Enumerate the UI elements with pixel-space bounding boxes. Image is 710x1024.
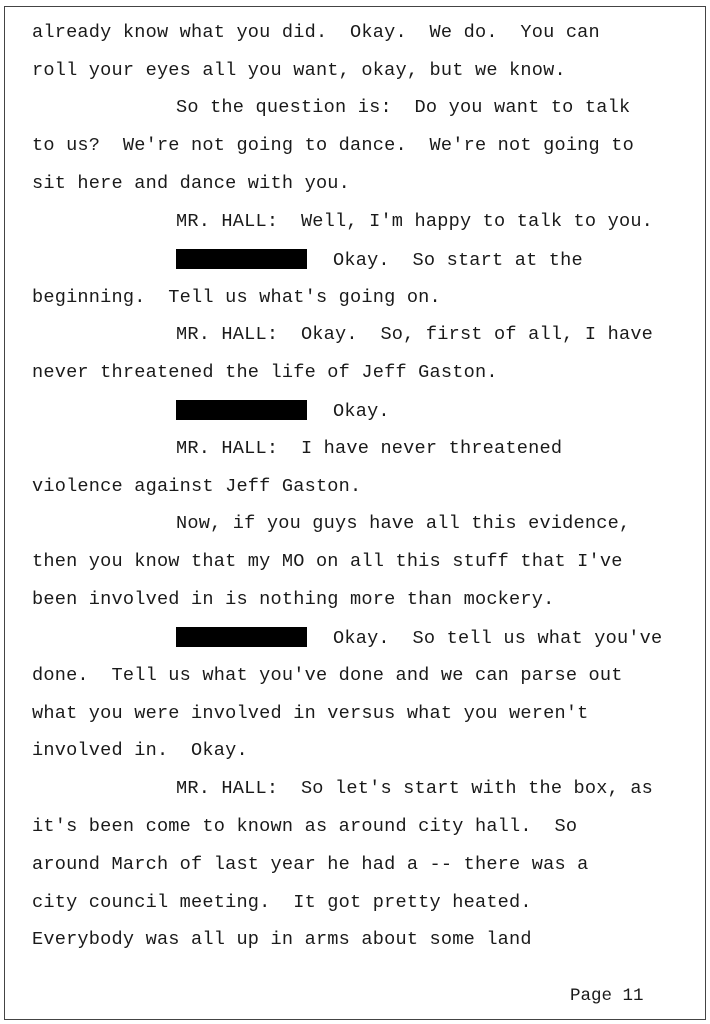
transcript-line: to us? We're not going to dance. We're not going to <box>32 135 634 156</box>
transcript-line <box>176 249 583 272</box>
transcript-line: So the question is: Do you want to talk <box>176 97 631 118</box>
transcript-line: then you know that my MO on all this stuff that I've <box>32 551 623 572</box>
transcript-line: violence against Jeff Gaston. <box>32 476 362 497</box>
transcript-line: around March of last year he had a -- there was a <box>32 854 589 875</box>
transcript-line: involved in. Okay. <box>32 740 248 761</box>
transcript-line: never threatened the life of Jeff Gaston. <box>32 362 498 383</box>
transcript-line: Everybody was all up in arms about some land <box>32 929 532 950</box>
transcript-line: beginning. Tell us what's going on. <box>32 287 441 308</box>
transcript-line: MR. HALL: Okay. So, first of all, I have <box>176 324 654 345</box>
redaction-block <box>176 249 307 269</box>
speaker-text: Okay. <box>333 401 390 422</box>
transcript-line: MR. HALL: Well, I'm happy to talk to you. <box>176 211 654 232</box>
transcript-line: MR. HALL: I have never threatened <box>176 438 563 459</box>
transcript-line: already know what you did. Okay. We do. You can <box>32 22 600 43</box>
transcript-line: Now, if you guys have all this evidence, <box>176 513 631 534</box>
page-number: Page 11 <box>570 986 644 1006</box>
transcript-line: it's been come to known as around city hall. So <box>32 816 578 837</box>
speaker-text: Okay. So tell us what you've <box>333 628 663 649</box>
transcript-line: done. Tell us what you've done and we can parse out <box>32 665 623 686</box>
transcript-line: MR. HALL: So let's start with the box, as <box>176 778 654 799</box>
transcript-line <box>176 400 390 423</box>
speaker-text: Okay. So start at the <box>333 250 583 271</box>
redaction-block <box>176 400 307 420</box>
transcript-line: roll your eyes all you want, okay, but we know. <box>32 60 566 81</box>
transcript-line: what you were involved in versus what you weren't <box>32 703 589 724</box>
transcript-line: city council meeting. It got pretty heated. <box>32 892 532 913</box>
transcript-line: been involved in is nothing more than mockery. <box>32 589 555 610</box>
redaction-block <box>176 627 307 647</box>
transcript-line: sit here and dance with you. <box>32 173 351 194</box>
transcript-line <box>176 627 662 650</box>
